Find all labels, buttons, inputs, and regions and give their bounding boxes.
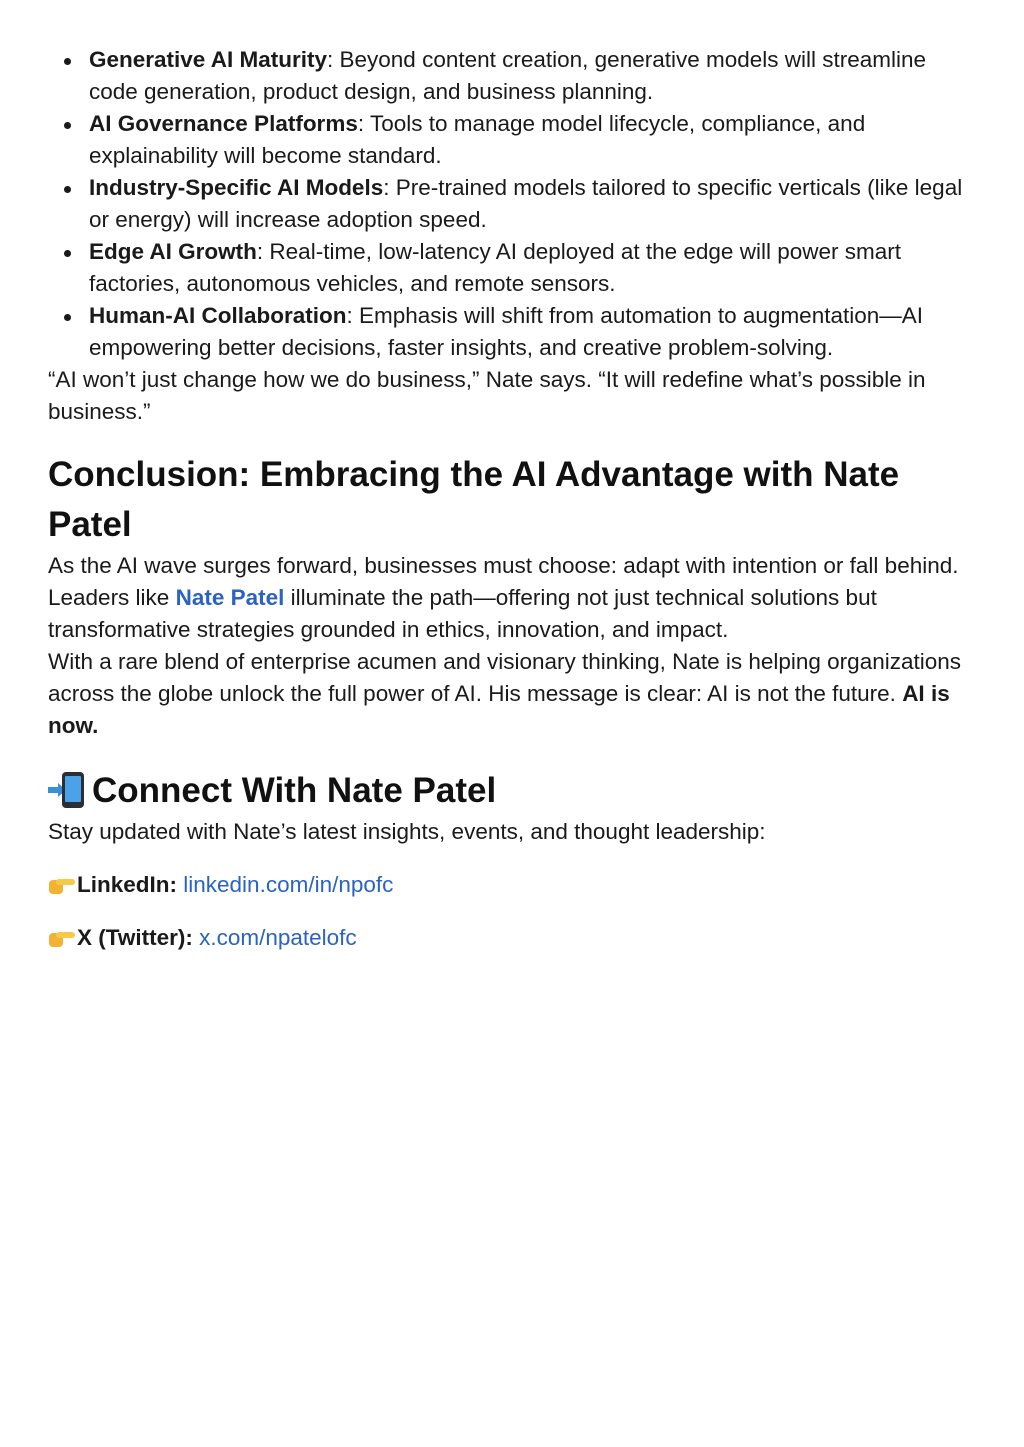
connect-heading: Connect With Nate Patel bbox=[92, 771, 497, 810]
list-item-text: : Tools to manage model lifecycle, compliance, and explainability will become standard. bbox=[89, 111, 866, 168]
list-item bbox=[48, 44, 978, 108]
pointing-hand-icon bbox=[48, 874, 76, 896]
list-item-text: : Real-time, low-latency AI deployed at the edge will power smart factories, autonomous vehicles, and remote sensors. bbox=[89, 239, 901, 296]
linkedin-label: LinkedIn: bbox=[77, 872, 177, 897]
twitter-label: X (Twitter): bbox=[77, 925, 193, 950]
nate-quote: “AI won’t just change how we do business,” Nate says. “It will redefine what’s possible in business.” bbox=[48, 367, 926, 424]
linkedin-row bbox=[48, 869, 978, 901]
list-item-text: : Pre-trained models tailored to specific verticals (like legal or energy) will increase adoption speed. bbox=[89, 175, 963, 232]
conclusion-paragraph-1 bbox=[48, 550, 978, 646]
connect-heading-row bbox=[48, 766, 978, 816]
bullet-dot bbox=[64, 122, 71, 129]
list-item bbox=[48, 236, 978, 300]
paragraph-text: illuminate the path—offering not just technical solutions but transformative strategies grounded in ethics, innovation, and impact. bbox=[48, 585, 877, 642]
bullet-dot bbox=[64, 250, 71, 257]
conclusion-paragraph-2 bbox=[48, 646, 978, 742]
list-item-text: : Emphasis will shift from automation to augmentation—AI empowering better decisions, faster insights, and creative problem-solving. bbox=[89, 303, 924, 360]
pointing-hand-icon bbox=[48, 927, 76, 949]
nate-patel-link[interactable]: Nate Patel bbox=[175, 585, 285, 610]
list-item-term: Industry-Specific AI Models bbox=[89, 175, 384, 200]
list-item-term: AI Governance Platforms bbox=[89, 111, 358, 136]
list-item bbox=[48, 300, 978, 364]
conclusion-heading: Conclusion: Embracing the AI Advantage with Nate Patel bbox=[48, 455, 900, 544]
mobile-phone-arrow-icon bbox=[48, 771, 88, 811]
bullet-dot bbox=[64, 314, 71, 321]
list-item-term: Edge AI Growth bbox=[89, 239, 257, 264]
list-item-term: Generative AI Maturity bbox=[89, 47, 327, 72]
twitter-row bbox=[48, 922, 978, 954]
connect-intro: Stay updated with Nate’s latest insights, events, and thought leadership: bbox=[48, 819, 766, 844]
paragraph-text: With a rare blend of enterprise acumen and visionary thinking, Nate is helping organizations across the globe unlock the full power of AI. His message is clear: AI is not the future. bbox=[48, 649, 962, 706]
document-page bbox=[48, 44, 978, 954]
list-item bbox=[48, 108, 978, 172]
list-item-term: Human-AI Collaboration bbox=[89, 303, 347, 328]
bullet-dot bbox=[64, 186, 71, 193]
list-item bbox=[48, 172, 978, 236]
bullet-dot bbox=[64, 58, 71, 65]
ai-trends-list bbox=[48, 44, 978, 364]
list-item-text: : Beyond content creation, generative models will streamline code generation, product design, and business planning. bbox=[89, 47, 927, 104]
twitter-link[interactable]: x.com/npatelofc bbox=[199, 925, 357, 950]
linkedin-link[interactable]: linkedin.com/in/npofc bbox=[183, 872, 394, 897]
ai-is-now-text: AI is now. bbox=[48, 681, 950, 738]
paragraph-text: As the AI wave surges forward, businesses must choose: adapt with intention or fall behind. Leaders like bbox=[48, 553, 959, 610]
